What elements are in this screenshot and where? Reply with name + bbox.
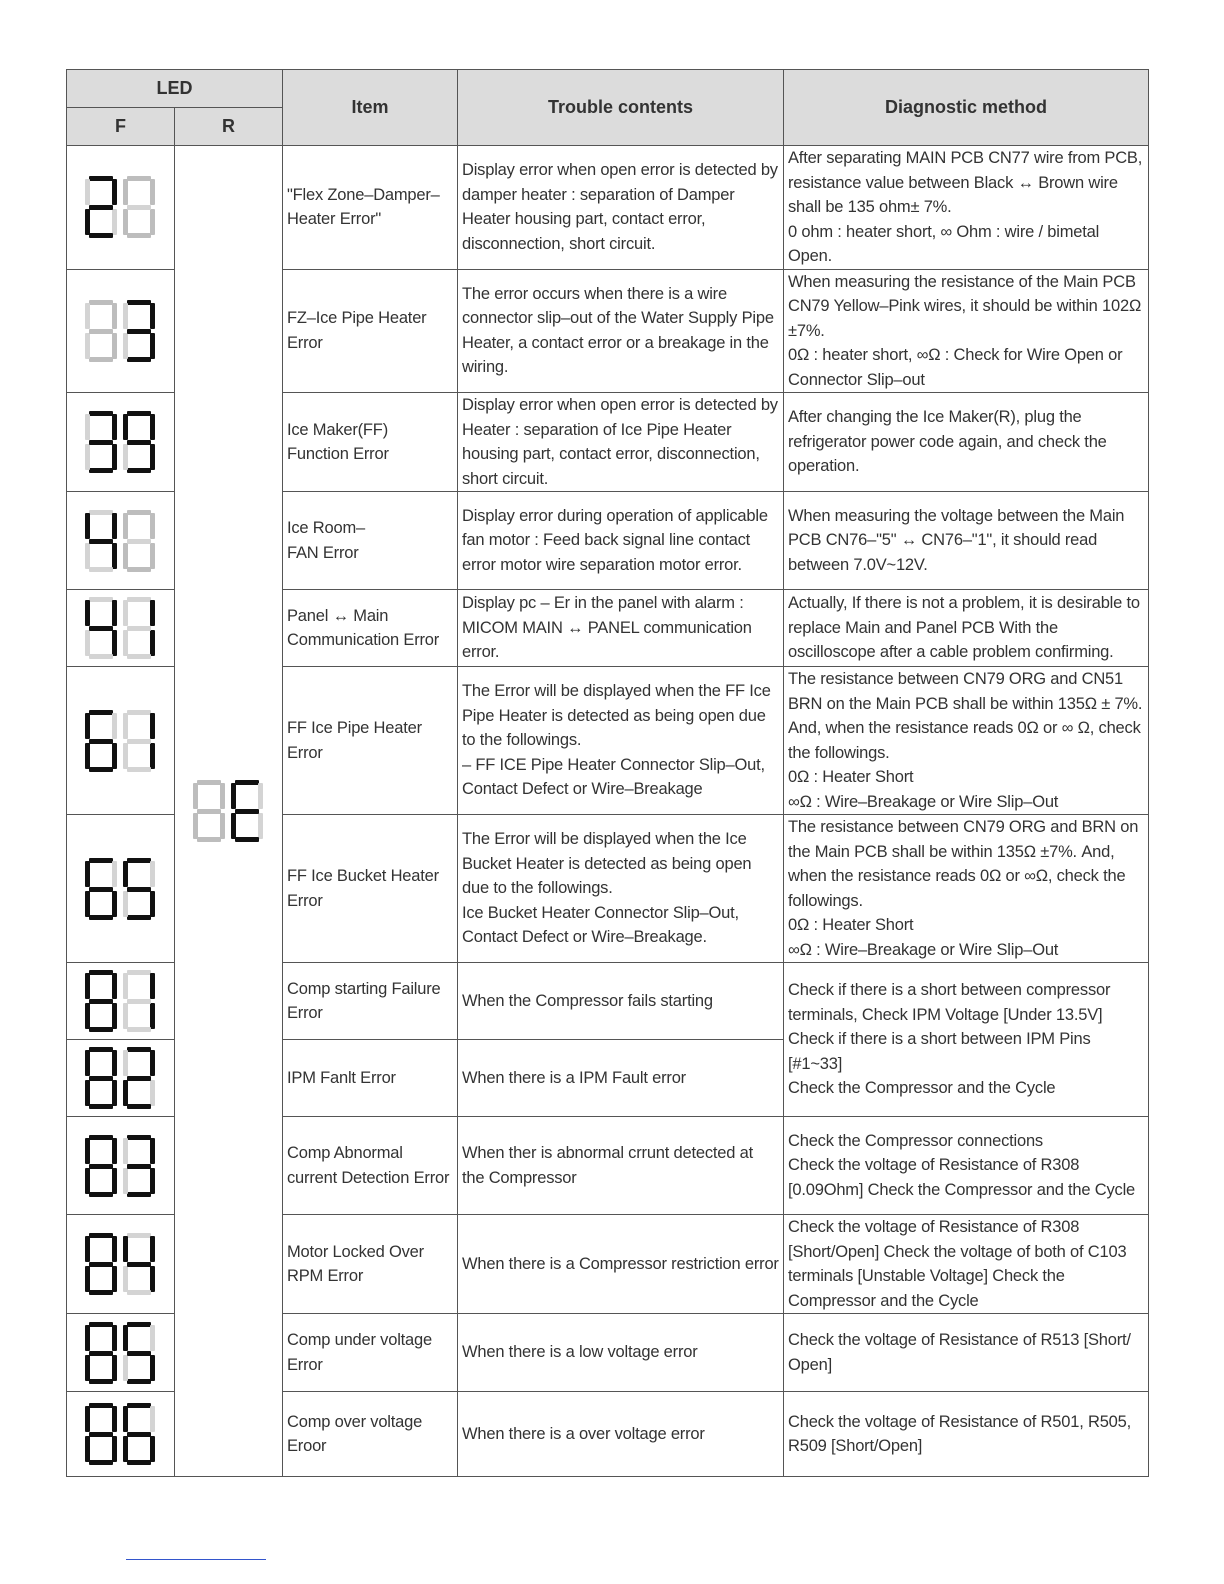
led-segment — [123, 973, 128, 999]
led-segment — [127, 510, 151, 515]
led-segment — [85, 1325, 90, 1351]
led-f-cell — [67, 667, 175, 815]
led-segment — [89, 970, 113, 975]
led-segment — [127, 567, 151, 572]
led-segment — [127, 739, 151, 744]
diagnostic-cell: After separating MAIN PCB CN77 wire from PCB, resistance value between Black ↔ Brown wire shall be 135 ohm± 7%. 0 ohm : heater short, ∞ Ohm : wire / bimetal Open. — [784, 146, 1149, 270]
item-cell: FF Ice Bucket Heater Error — [283, 815, 458, 963]
led-f-display — [83, 1133, 159, 1199]
led-segment — [127, 1164, 151, 1169]
led-segment — [112, 861, 117, 887]
led-segment — [150, 543, 155, 569]
led-segment — [112, 209, 117, 235]
led-segment — [220, 783, 225, 809]
led-segment — [127, 710, 151, 715]
led-segment — [123, 1050, 128, 1076]
led-segment — [89, 1379, 113, 1384]
led-segment — [85, 333, 90, 359]
led-f-display — [83, 409, 159, 475]
trouble-cell: The Error will be displayed when the Ice Bucket Heater is detected as being open due to the followings. Ice Bucket Heater Connector Slip–Out, Contact Defect or Wire–Breakage. — [458, 815, 784, 963]
trouble-cell: The error occurs when there is a wire connector slip–out of the Water Supply Pipe Heater, a contact error or a breakage in the wiring. — [458, 269, 784, 393]
item-cell: Comp over voltage Eroor — [283, 1392, 458, 1477]
led-f-cell — [67, 1117, 175, 1215]
diagnostic-cell: Check the Compressor connections Check the voltage of Resistance of R308 [0.09Ohm] Check the Compressor and the Cycle — [784, 1117, 1149, 1215]
led-segment — [112, 891, 117, 917]
led-segment — [127, 468, 151, 473]
led-segment — [112, 1236, 117, 1262]
footer-rule — [126, 1559, 266, 1560]
led-f-display — [83, 1045, 159, 1111]
led-segment — [85, 444, 90, 470]
led-segment — [123, 1355, 128, 1381]
led-segment — [127, 999, 151, 1004]
led-segment — [123, 1406, 128, 1432]
led-segment — [85, 513, 90, 539]
led-segment — [85, 1436, 90, 1462]
led-segment — [150, 861, 155, 887]
led-segment — [123, 333, 128, 359]
led-segment — [89, 233, 113, 238]
led-f-cell — [67, 1392, 175, 1477]
diagnostic-cell: Actually, If there is not a problem, it is desirable to replace Main and Panel PCB With the oscilloscope after a cable problem confirming. — [784, 590, 1149, 667]
error-code-table — [66, 69, 1149, 1477]
led-segment — [150, 333, 155, 359]
led-segment — [150, 1436, 155, 1462]
led-segment — [85, 743, 90, 769]
led-segment — [127, 626, 151, 631]
led-segment — [85, 1406, 90, 1432]
led-segment — [127, 1351, 151, 1356]
led-segment — [150, 1236, 155, 1262]
led-segment — [89, 440, 113, 445]
led-segment — [89, 1322, 113, 1327]
led-segment — [150, 1325, 155, 1351]
table-row — [67, 146, 1149, 270]
led-segment — [150, 1168, 155, 1194]
led-f-display — [83, 708, 159, 774]
led-segment — [150, 891, 155, 917]
led-segment — [127, 1262, 151, 1267]
header-diagnostic: Diagnostic method — [784, 70, 1149, 146]
led-segment — [127, 1432, 151, 1437]
led-segment — [89, 1047, 113, 1052]
led-segment — [127, 300, 151, 305]
led-segment — [150, 973, 155, 999]
led-f-display — [83, 968, 159, 1034]
led-segment — [85, 543, 90, 569]
item-cell: Panel ↔ Main Communication Error — [283, 590, 458, 667]
led-segment — [89, 357, 113, 362]
led-segment — [89, 510, 113, 515]
led-segment — [123, 1436, 128, 1462]
item-cell: Comp Abnormal current Detection Error — [283, 1117, 458, 1215]
led-segment — [85, 179, 90, 205]
led-segment — [85, 861, 90, 887]
led-segment — [127, 1322, 151, 1327]
led-segment — [89, 1233, 113, 1238]
led-segment — [85, 973, 90, 999]
led-segment — [123, 414, 128, 440]
led-r-cell — [175, 146, 283, 1477]
led-segment — [89, 176, 113, 181]
led-segment — [123, 444, 128, 470]
led-f-cell — [67, 492, 175, 590]
trouble-cell: The Error will be displayed when the FF Ice Pipe Heater is detected as being open due to the followings. – FF ICE Pipe Heater Connector Slip–Out, Contact Defect or Wire–Breakage — [458, 667, 784, 815]
led-segment — [89, 858, 113, 863]
led-segment — [89, 205, 113, 210]
led-segment — [89, 999, 113, 1004]
led-segment — [150, 209, 155, 235]
led-segment — [89, 767, 113, 772]
led-segment — [123, 600, 128, 626]
led-segment — [127, 357, 151, 362]
led-segment — [89, 567, 113, 572]
led-segment — [85, 1080, 90, 1106]
trouble-cell: When there is a low voltage error — [458, 1314, 784, 1392]
led-segment — [85, 209, 90, 235]
led-segment — [197, 780, 221, 785]
header-item: Item — [283, 70, 458, 146]
led-segment — [150, 303, 155, 329]
led-segment — [85, 414, 90, 440]
item-cell: FF Ice Pipe Heater Error — [283, 667, 458, 815]
led-segment — [112, 513, 117, 539]
led-segment — [127, 1076, 151, 1081]
led-segment — [89, 1076, 113, 1081]
led-segment — [193, 783, 198, 809]
led-f-cell — [67, 815, 175, 963]
item-cell: Motor Locked Over RPM Error — [283, 1215, 458, 1314]
led-segment — [123, 743, 128, 769]
led-segment — [112, 414, 117, 440]
trouble-cell: When there is a over voltage error — [458, 1392, 784, 1477]
led-f-display — [83, 595, 159, 661]
led-segment — [89, 915, 113, 920]
led-segment — [123, 543, 128, 569]
led-segment — [127, 970, 151, 975]
led-segment — [150, 414, 155, 440]
led-segment — [127, 539, 151, 544]
led-f-display — [83, 1401, 159, 1467]
led-segment — [89, 1432, 113, 1437]
led-segment — [89, 1262, 113, 1267]
led-segment — [112, 713, 117, 739]
led-segment — [89, 1164, 113, 1169]
led-segment — [127, 205, 151, 210]
led-segment — [112, 1168, 117, 1194]
led-segment — [127, 1192, 151, 1197]
led-segment — [89, 1460, 113, 1465]
led-segment — [127, 440, 151, 445]
led-f-display — [83, 298, 159, 364]
led-segment — [150, 630, 155, 656]
led-segment — [112, 1436, 117, 1462]
led-segment — [89, 887, 113, 892]
trouble-cell: When ther is abnormal crrunt detected at the Compressor — [458, 1117, 784, 1215]
led-segment — [89, 539, 113, 544]
led-segment — [127, 887, 151, 892]
led-segment — [123, 1168, 128, 1194]
item-cell: Comp under voltage Error — [283, 1314, 458, 1392]
led-segment — [112, 543, 117, 569]
led-segment — [89, 626, 113, 631]
led-segment — [123, 713, 128, 739]
diagnostic-cell: After changing the Ice Maker(R), plug the refrigerator power code again, and check the operation. — [784, 393, 1149, 492]
trouble-cell: When there is a IPM Fault error — [458, 1040, 784, 1117]
trouble-cell: Display pc – Er in the panel with alarm : MICOM MAIN ↔ PANEL communication error. — [458, 590, 784, 667]
header-r: R — [175, 108, 283, 146]
led-segment — [89, 1192, 113, 1197]
led-segment — [89, 597, 113, 602]
header-trouble: Trouble contents — [458, 70, 784, 146]
led-segment — [85, 303, 90, 329]
led-segment — [112, 1050, 117, 1076]
led-segment — [127, 767, 151, 772]
led-segment — [123, 630, 128, 656]
led-segment — [85, 1138, 90, 1164]
trouble-cell: Display error when open error is detected by Heater : separation of Ice Pipe Heater housing part, contact error, disconnection, short circuit. — [458, 393, 784, 492]
led-segment — [123, 209, 128, 235]
led-f-cell — [67, 590, 175, 667]
led-segment — [127, 1047, 151, 1052]
trouble-cell: Display error when open error is detected by damper heater : separation of Damper Heater housing part, contact error, disconnection, short circuit. — [458, 146, 784, 270]
led-f-cell — [67, 146, 175, 270]
led-segment — [150, 1406, 155, 1432]
led-r-display — [191, 778, 267, 844]
led-segment — [150, 743, 155, 769]
led-segment — [89, 411, 113, 416]
led-f-display — [83, 1231, 159, 1297]
led-segment — [89, 739, 113, 744]
led-segment — [150, 1355, 155, 1381]
led-segment — [123, 179, 128, 205]
diagnostic-cell: Check the voltage of Resistance of R308 [Short/Open] Check the voltage of both of C103 terminals [Unstable Voltage] Check the Compressor and the Cycle — [784, 1215, 1149, 1314]
led-f-cell — [67, 393, 175, 492]
led-segment — [150, 1138, 155, 1164]
led-segment — [231, 783, 236, 809]
trouble-cell: Display error during operation of applicable fan motor : Feed back signal line contact error motor wire separation motor error. — [458, 492, 784, 590]
led-segment — [112, 1355, 117, 1381]
led-segment — [127, 915, 151, 920]
led-segment — [150, 444, 155, 470]
led-segment — [127, 597, 151, 602]
led-segment — [123, 1138, 128, 1164]
led-segment — [89, 710, 113, 715]
led-segment — [85, 891, 90, 917]
led-segment — [231, 813, 236, 839]
led-segment — [123, 1266, 128, 1292]
led-segment — [127, 329, 151, 334]
led-segment — [235, 780, 259, 785]
led-segment — [112, 1266, 117, 1292]
led-segment — [150, 713, 155, 739]
led-segment — [112, 303, 117, 329]
led-segment — [150, 1050, 155, 1076]
led-segment — [150, 179, 155, 205]
led-segment — [197, 809, 221, 814]
led-segment — [89, 1351, 113, 1356]
led-segment — [235, 837, 259, 842]
led-segment — [89, 1403, 113, 1408]
led-segment — [123, 513, 128, 539]
led-segment — [89, 654, 113, 659]
led-segment — [150, 513, 155, 539]
led-segment — [235, 809, 259, 814]
led-segment — [123, 303, 128, 329]
led-segment — [89, 1135, 113, 1140]
led-segment — [112, 444, 117, 470]
led-segment — [112, 630, 117, 656]
led-segment — [89, 300, 113, 305]
led-segment — [258, 783, 263, 809]
led-f-display — [83, 174, 159, 240]
led-segment — [112, 743, 117, 769]
led-segment — [150, 600, 155, 626]
led-f-cell — [67, 963, 175, 1040]
led-segment — [112, 1080, 117, 1106]
led-segment — [123, 1080, 128, 1106]
led-segment — [193, 813, 198, 839]
led-segment — [220, 813, 225, 839]
led-segment — [112, 1406, 117, 1432]
led-segment — [112, 179, 117, 205]
trouble-cell: When there is a Compressor restriction error — [458, 1215, 784, 1314]
diagnostic-cell: The resistance between CN79 ORG and BRN on the Main PCB shall be within 135Ω ±7%. And, when the resistance reads 0Ω or ∞Ω, check the followings. 0Ω : Heater Short ∞Ω : Wire–Breakage or Wire Slip–Out — [784, 815, 1149, 963]
led-segment — [127, 1460, 151, 1465]
led-f-display — [83, 856, 159, 922]
led-segment — [150, 1003, 155, 1029]
led-segment — [89, 1290, 113, 1295]
led-segment — [123, 1236, 128, 1262]
led-segment — [127, 1379, 151, 1384]
item-cell: Comp starting Failure Error — [283, 963, 458, 1040]
trouble-cell: When the Compressor fails starting — [458, 963, 784, 1040]
led-segment — [127, 1290, 151, 1295]
item-cell: Ice Maker(FF) Function Error — [283, 393, 458, 492]
led-f-cell — [67, 1040, 175, 1117]
led-segment — [112, 600, 117, 626]
led-segment — [127, 654, 151, 659]
header-led: LED — [67, 70, 283, 108]
diagnostic-cell: Check the voltage of Resistance of R513 [Short/ Open] — [784, 1314, 1149, 1392]
led-segment — [123, 1325, 128, 1351]
led-segment — [89, 329, 113, 334]
led-segment — [127, 1403, 151, 1408]
led-segment — [112, 973, 117, 999]
diagnostic-cell: When measuring the voltage between the Main PCB CN76–"5" ↔ CN76–"1", it should read between 7.0V~12V. — [784, 492, 1149, 590]
led-segment — [85, 1003, 90, 1029]
led-segment — [127, 233, 151, 238]
led-f-cell — [67, 269, 175, 393]
led-segment — [112, 1003, 117, 1029]
led-segment — [85, 1168, 90, 1194]
led-segment — [123, 1003, 128, 1029]
led-segment — [85, 1355, 90, 1381]
led-segment — [127, 1135, 151, 1140]
led-segment — [123, 891, 128, 917]
led-segment — [127, 176, 151, 181]
led-segment — [85, 713, 90, 739]
led-segment — [85, 1266, 90, 1292]
led-segment — [197, 837, 221, 842]
led-segment — [150, 1080, 155, 1106]
led-segment — [127, 1027, 151, 1032]
led-f-cell — [67, 1215, 175, 1314]
led-segment — [127, 858, 151, 863]
item-cell: "Flex Zone–Damper–Heater Error" — [283, 146, 458, 270]
led-segment — [89, 468, 113, 473]
led-segment — [150, 1266, 155, 1292]
item-cell: FZ–Ice Pipe Heater Error — [283, 269, 458, 393]
led-f-display — [83, 1320, 159, 1386]
led-segment — [127, 1104, 151, 1109]
led-segment — [85, 630, 90, 656]
led-segment — [85, 1236, 90, 1262]
diagnostic-cell: Check the voltage of Resistance of R501, R505, R509 [Short/Open] — [784, 1392, 1149, 1477]
diagnostic-cell: The resistance between CN79 ORG and CN51 BRN on the Main PCB shall be within 135Ω ± 7%. And, when the resistance reads 0Ω or ∞ Ω, check the followings. 0Ω : Heater Short ∞Ω : Wire–Breakage or Wire Slip–Out — [784, 667, 1149, 815]
header-f: F — [67, 108, 175, 146]
led-segment — [258, 813, 263, 839]
led-segment — [112, 333, 117, 359]
led-segment — [127, 411, 151, 416]
item-cell: IPM Fanlt Error — [283, 1040, 458, 1117]
led-f-cell — [67, 1314, 175, 1392]
led-segment — [85, 600, 90, 626]
led-segment — [89, 1104, 113, 1109]
diagnostic-cell: When measuring the resistance of the Main PCB CN79 Yellow–Pink wires, it should be within 102Ω ±7%. 0Ω : heater short, ∞Ω : Check for Wire Open or Connector Slip–out — [784, 269, 1149, 393]
led-segment — [112, 1325, 117, 1351]
led-f-display — [83, 508, 159, 574]
led-segment — [85, 1050, 90, 1076]
item-cell: Ice Room– FAN Error — [283, 492, 458, 590]
led-segment — [89, 1027, 113, 1032]
diagnostic-cell: Check if there is a short between compressor terminals, Check IPM Voltage [Under 13.5V] Check if there is a short between IPM Pins [#1~33] Check the Compressor and the Cycle — [784, 963, 1149, 1117]
led-segment — [123, 861, 128, 887]
led-segment — [127, 1233, 151, 1238]
led-segment — [112, 1138, 117, 1164]
